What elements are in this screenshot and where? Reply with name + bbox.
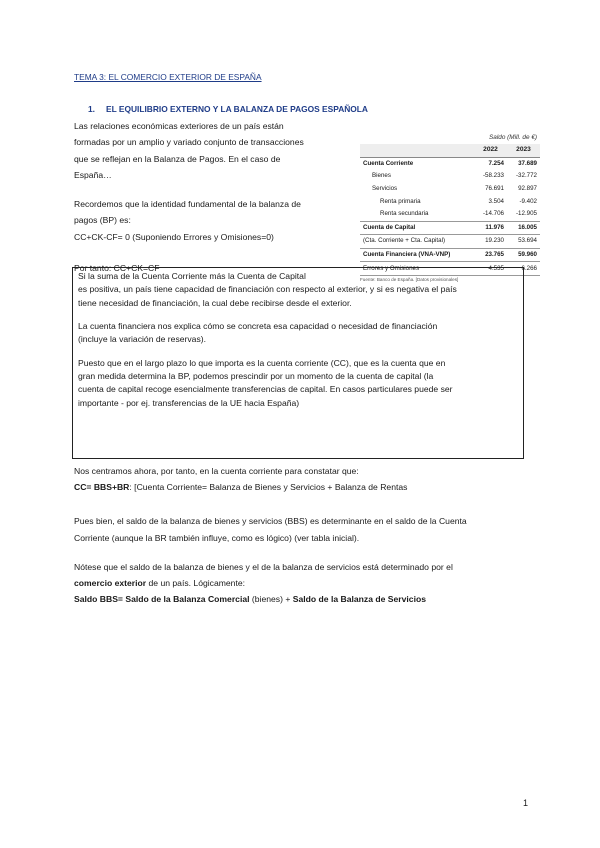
text-line: Puesto que en el largo plazo lo que importa es la cuenta corriente (CC), que es la cuenta que en (78, 357, 446, 368)
cell-2022: -58.233 (483, 172, 504, 180)
table-row (360, 221, 540, 235)
section-title: EL EQUILIBRIO EXTERNO Y LA BALANZA DE PAGOS ESPAÑOLA (106, 104, 368, 114)
table-row (360, 248, 540, 262)
row-label: Errores y Omisiones (360, 262, 474, 275)
page-number: 1 (522, 797, 528, 808)
cell-2023: 37.689 (518, 159, 537, 167)
text-line: (incluye la variación de reservas). (78, 334, 207, 345)
box-paragraph (78, 357, 518, 410)
bold-term: Saldo de la Balanza de Servicios (292, 593, 427, 604)
balance-table (360, 133, 540, 283)
text-line: Por tanto: CC+CK=CF (74, 263, 160, 273)
paragraph-identity (74, 196, 354, 245)
text-line: importante - por ej. transferencias de la UE hacia España) (78, 397, 300, 408)
text-line: Las relaciones económicas exteriores de un país están (74, 121, 284, 131)
box-paragraph (78, 270, 518, 310)
cell-2023: -32.772 (516, 172, 537, 180)
cell-2023: 53.694 (507, 235, 540, 249)
text-line: Recordemos que la identidad fundamental de la balanza de (74, 199, 301, 209)
cell-2022: 4.535 (474, 262, 507, 275)
cell-2022: 23.765 (474, 248, 507, 262)
table-row (360, 195, 540, 208)
text-line: gran medida determina la BP, podemos prescindir por un momento de la cuenta de capital (la (78, 370, 434, 381)
formula-bold: CC= BBS+BR (74, 481, 130, 492)
text-line: que se reflejan en la Balanza de Pagos. En el caso de (74, 153, 281, 164)
bold-term: comercio exterior (74, 577, 147, 588)
cell-2023: 59.960 (507, 248, 540, 262)
row-label: Servicios (372, 184, 398, 192)
paragraph-foreign-trade (74, 560, 534, 608)
text-fragment: de un país. Lógicamente: (146, 577, 246, 588)
text-line: La cuenta financiera nos explica cómo se concreta esa capacidad o necesidad de financiación (78, 320, 438, 331)
text-line: es positiva, un país tiene capacidad de financiación con respecto al exterior, y si es negativa el país (78, 284, 457, 295)
text-line: Nos centramos ahora, por tanto, en la cuenta corriente para constatar que: (74, 466, 359, 476)
row-label: Cuenta de Capital (360, 221, 474, 235)
formula-line (74, 480, 534, 496)
table-caption: Saldo (Mill. de €) (489, 134, 537, 142)
identity-formula: CC+CK-CF= 0 (Suponiendo Errores y Omisiones=0) (74, 231, 274, 242)
cell-2023: -12.905 (516, 210, 537, 218)
text-line: Si la suma de la Cuenta Corriente más la Cuenta de Capital (78, 271, 306, 281)
year-header: 2023 (507, 144, 540, 157)
table-row (360, 170, 540, 183)
paragraph-intro (74, 118, 354, 183)
cell-2022: 11.976 (474, 221, 507, 235)
table-source: Fuente: Banco de España. [Datos provisionales] (360, 275, 540, 283)
row-label: Bienes (372, 172, 391, 180)
cell-2022: 76.691 (485, 184, 504, 192)
cell-2022: -14.706 (483, 210, 504, 218)
text-line (74, 576, 534, 592)
table-row (360, 235, 540, 249)
year-header: 2022 (474, 144, 507, 157)
explanation-box (72, 267, 524, 459)
text-line: Nótese que el saldo de la balanza de bienes y el de la balanza de servicios está determinado por el (74, 562, 453, 572)
box-paragraph (78, 320, 518, 347)
row-label: Cuenta Corriente (363, 159, 414, 167)
paragraph-current-account (74, 464, 534, 496)
text-line: Pues bien, el saldo de la balanza de bienes y servicios (BBS) es determinante en el saldo de la Cuenta (74, 516, 467, 526)
row-label: Cuenta Financiera (VNA-VNP) (360, 248, 474, 262)
text-line: tiene necesidad de financiación, la cual debe recibirse desde el exterior. (78, 297, 352, 308)
text-line: cuenta de capital recoge esencialmente transferencias de capital. En casos particulares puede ser (78, 384, 453, 395)
text-line: España… (74, 169, 112, 180)
table-row (360, 183, 540, 196)
cell-2022: 7.254 (488, 159, 504, 167)
text-fragment: (bienes) + (249, 593, 293, 604)
formula-line (74, 592, 534, 608)
cell-2023: -9.402 (519, 197, 537, 205)
paragraph-bbs (74, 513, 534, 547)
balance-table-grid (360, 133, 540, 275)
row-label: Renta secundaria (380, 210, 429, 218)
text-line: pagos (BP) es: (74, 215, 131, 226)
row-label: (Cta. Corriente + Cta. Capital) (360, 235, 474, 249)
cell-2023: 92.897 (518, 184, 537, 192)
cell-2023: 16.005 (507, 221, 540, 235)
cell-2023: 6.266 (507, 262, 540, 275)
section-heading (88, 104, 368, 114)
bold-term: Saldo BBS= Saldo de la Balanza Comercial (74, 593, 250, 604)
text-line: Corriente (aunque la BR también influye, como es lógico) (ver tabla inicial). (74, 532, 360, 543)
section-number: 1. (88, 104, 95, 114)
page-title: TEMA 3: EL COMERCIO EXTERIOR DE ESPAÑA (74, 72, 262, 82)
table-row (360, 208, 540, 221)
formula-rest: : [Cuenta Corriente= Balanza de Bienes y Servicios + Balanza de Rentas (129, 481, 408, 492)
cell-2022: 3.504 (488, 197, 504, 205)
text-line: formadas por un amplio y variado conjunto de transacciones (74, 137, 304, 148)
cell-2022: 19.230 (474, 235, 507, 249)
table-row (360, 157, 540, 170)
row-label: Renta primaria (380, 197, 421, 205)
